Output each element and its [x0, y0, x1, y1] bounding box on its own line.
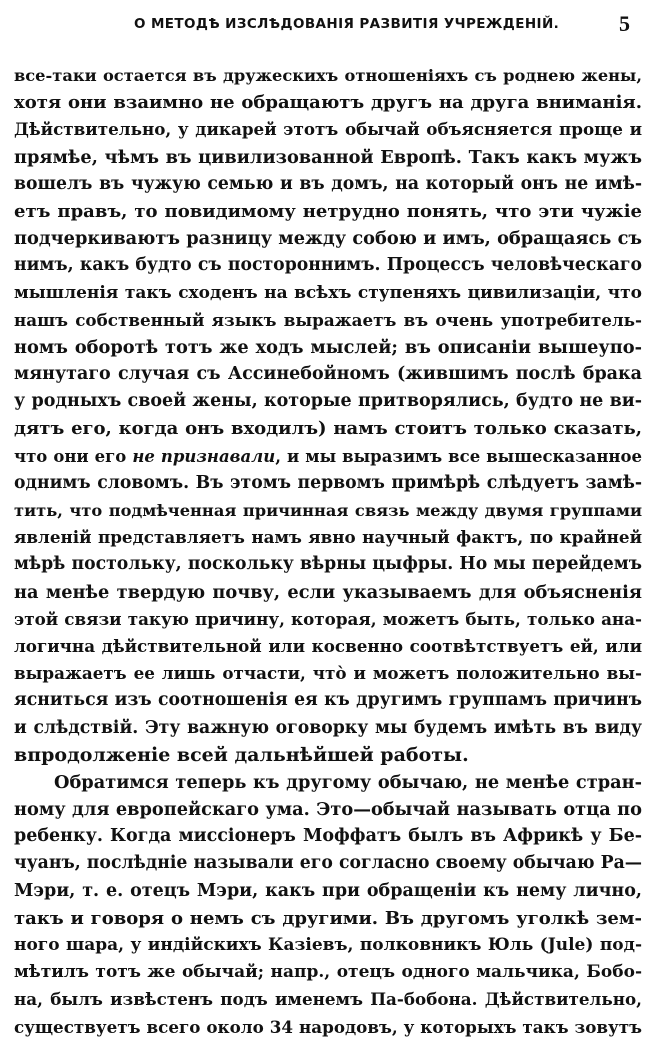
text-line: прямѣе, чѣмъ въ цивилизованной Европѣ. Такъ какъ мужъ: [14, 146, 642, 168]
text-line: такъ и говоря о немъ съ другими. Въ другомъ уголкѣ зем-: [14, 907, 642, 929]
text-line: существуетъ всего около 34 народовъ, у которыхъ такъ зовутъ: [14, 1016, 642, 1037]
text-line: явленій представляетъ намъ явно научный фактъ, по крайней: [14, 527, 642, 548]
paragraph-end-line: впродолженіе всей дальнѣйшей работы.: [14, 743, 469, 766]
text-line: мышленія такъ сходенъ на всѣхъ ступеняхъ цивилизаціи, что: [14, 282, 642, 303]
body-text: [14, 62, 642, 1041]
text-line: выражаетъ ее лишь отчасти, что̀ и можетъ положительно вы-: [14, 663, 642, 684]
text-line: хотя они взаимно не обращаютъ другъ на друга вниманія.: [14, 92, 642, 114]
text-line: Дѣйствительно, у дикарей этотъ обычай объясняется проще и: [14, 119, 642, 140]
text-line: все-таки остается въ дружескихъ отношеніяхъ съ роднею жены,: [14, 66, 642, 85]
text-line: на, былъ извѣстенъ подъ именемъ Па-бобона. Дѣйствительно,: [14, 989, 642, 1010]
text-line: на менѣе твердую почву, если указываемъ для объясненія: [14, 581, 642, 603]
running-title: О МЕТОДѢ ИЗСЛѢДОВАНІЯ РАЗВИТІЯ УЧРЕЖДЕНІЙ.: [134, 16, 560, 32]
text-segment: , и мы выразимъ все вышесказанное: [275, 446, 642, 466]
text-line: ясниться изъ соотношенія ея къ другимъ группамъ причинъ: [14, 690, 642, 711]
text-line-with-italic: [14, 443, 642, 470]
text-line: однимъ словомъ. Въ этомъ первомъ примѣрѣ слѣдуетъ замѣ-: [14, 472, 642, 493]
page-header: [14, 10, 642, 40]
text-line: ребенку. Когда миссіонеръ Моффатъ былъ въ Африкѣ у Бе-: [14, 826, 642, 847]
text-line: логична дѣйствительной или косвенно соотвѣтствуетъ ей, или: [14, 635, 642, 656]
text-line: этой связи такую причину, которая, можетъ быть, только ана-: [14, 608, 642, 629]
italic-phrase: не признавали: [132, 446, 276, 466]
text-line: нимъ, какъ будто съ постороннимъ. Процессъ человѣческаго: [14, 255, 642, 276]
text-line: номъ оборотѣ тотъ же ходъ мыслей; въ описаніи вышеупо-: [14, 336, 642, 358]
text-line: подчеркиваютъ разницу между собою и имъ, обращаясь съ: [14, 228, 642, 250]
text-line: Мэри, т. е. отецъ Мэри, какъ при обращеніи къ нему лично,: [14, 880, 642, 901]
text-line: мѣтилъ тотъ же обычай; напр., отецъ одного мальчика, Бобо-: [14, 962, 642, 983]
text-line: ного шара, у индійскихъ Казіевъ, полковникъ Юль (Jule) под-: [14, 935, 642, 955]
text-line: у родныхъ своей жены, которые притворялись, будто не ви-: [14, 391, 642, 412]
text-line: мянутаго случая съ Ассинебойномъ (жившимъ послѣ брака: [14, 364, 642, 385]
text-line: ному для европейскаго ума. Это—обычай называть отца по: [14, 799, 642, 821]
text-line: и слѣдствій. Эту важную оговорку мы будемъ имѣть въ виду: [14, 717, 642, 738]
text-line: мѣрѣ постольку, поскольку вѣрны цыфры. Но мы перейдемъ: [14, 554, 642, 575]
text-line: етъ правъ, то повидимому нетрудно понять, что эти чужіе: [14, 200, 642, 222]
paragraph-first-line: Обратимся теперь къ другому обычаю, не менѣе стран-: [54, 771, 642, 793]
page-number: 5: [619, 11, 630, 36]
text-line: чуанъ, послѣдніе называли его согласно своему обычаю Ра—: [14, 853, 642, 874]
text-segment: что они его: [14, 446, 133, 466]
text-line: тить, что подмѣченная причинная связь между двумя группами: [14, 501, 642, 520]
text-line: вошелъ въ чужую семью и въ домъ, на который онъ не имѣ-: [14, 173, 642, 194]
text-line: нашъ собственный языкъ выражаетъ въ очень употребитель-: [14, 309, 642, 330]
text-line: дятъ его, когда онъ входилъ) намъ стоитъ только сказать,: [14, 418, 642, 440]
